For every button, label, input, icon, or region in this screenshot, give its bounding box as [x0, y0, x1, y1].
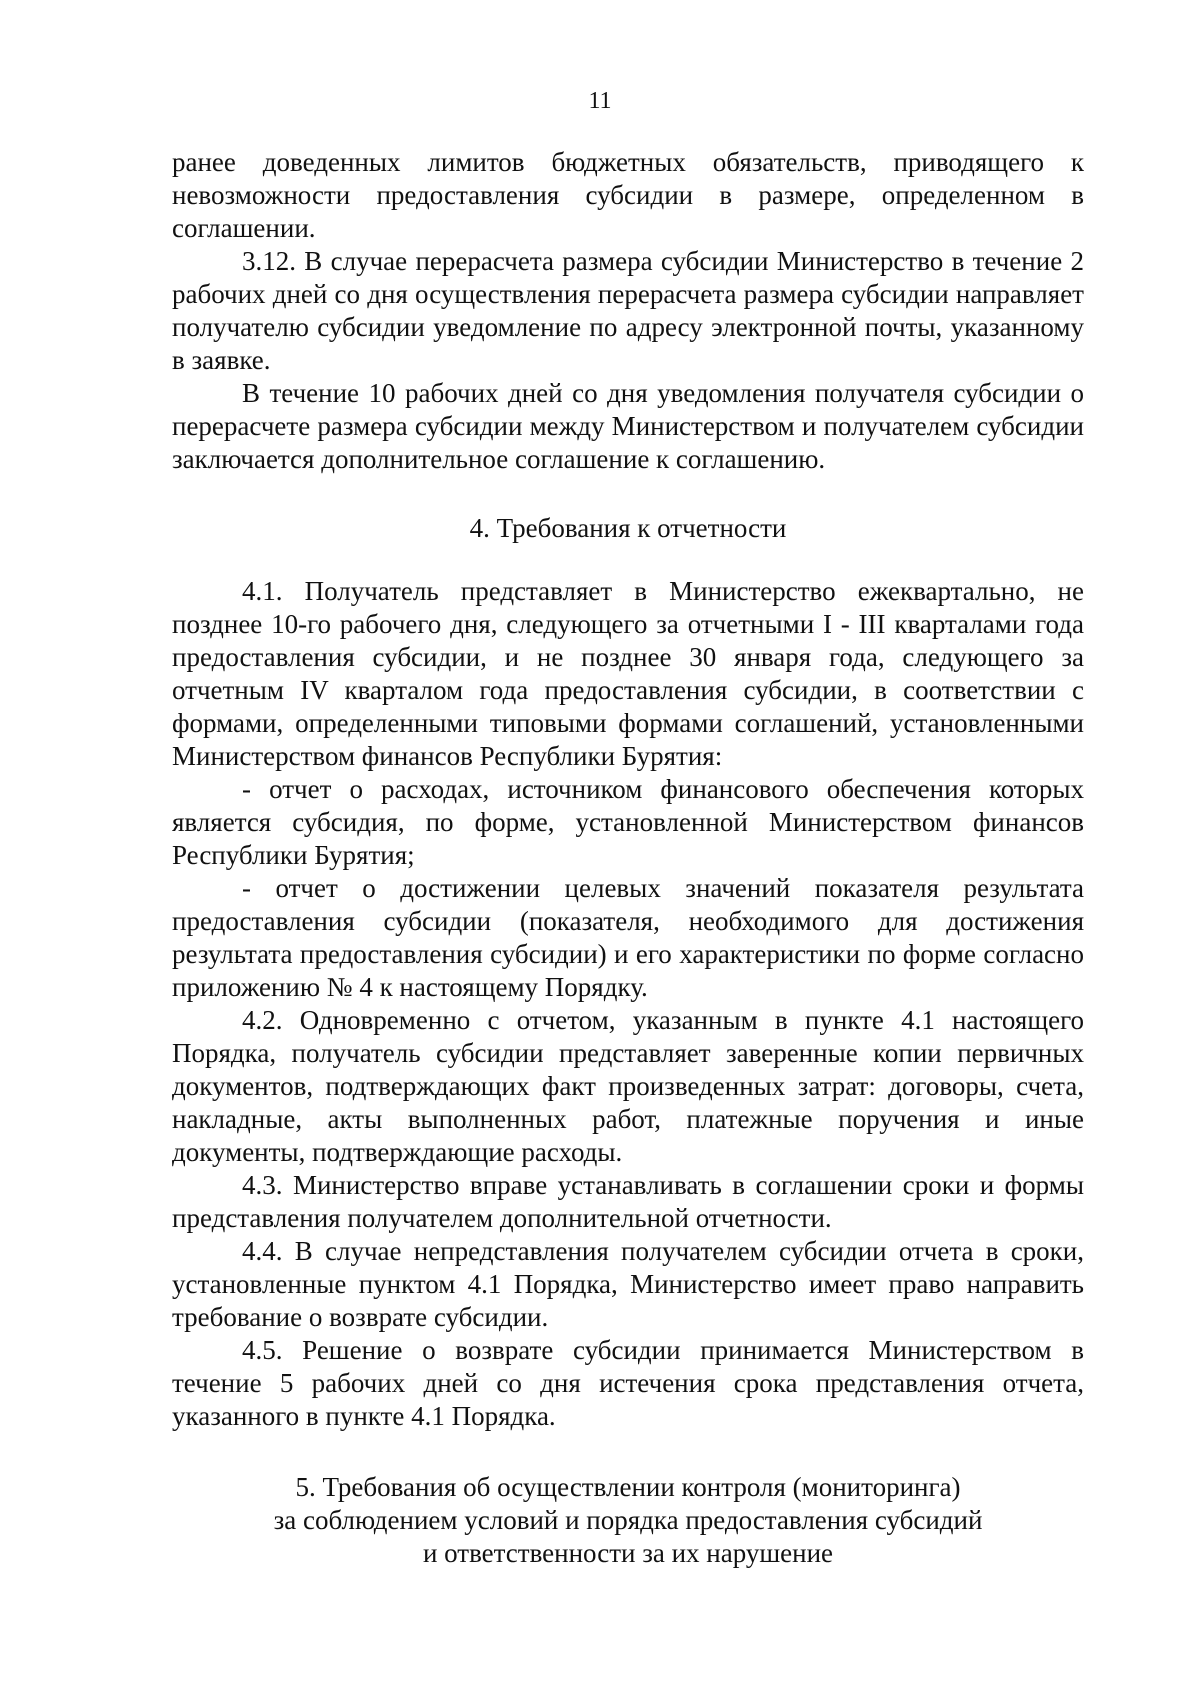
paragraph-4-4: 4.4. В случае непредставления получателем субсидии отчета в сроки, установленные пунктом 4.1 Порядка, Министерство имеет право направить требование о возврате субсидии. [172, 1236, 1084, 1332]
paragraph-4-1-item-results-report: - отчет о достижении целевых значений показателя результата предоставления субсидии (показателя, необходимого для достижения результата предоставления субсидии) и его характеристики по форме согласно приложению № 4 к настоящему Порядку. [172, 873, 1084, 1002]
section-4-heading: 4. Требования к отчетности [469, 513, 787, 543]
paragraph-additional-agreement: В течение 10 рабочих дней со дня уведомления получателя субсидии о перерасчете размера субсидии между Министерством и получателем субсидии заключается дополнительное соглашение к соглашению. [172, 378, 1084, 474]
section-5-heading-line: за соблюдением условий и порядка предоставления субсидий [273, 1505, 983, 1535]
section-5-heading-line: 5. Требования об осуществлении контроля (мониторинга) [295, 1472, 961, 1502]
paragraph-3-12: 3.12. В случае перерасчета размера субсидии Министерство в течение 2 рабочих дней со дня осуществления перерасчета размера субсидии направляет получателю субсидии уведомление по адресу электронной почты, указанному в заявке. [172, 246, 1084, 375]
paragraph-4-1-item-expenses-report: - отчет о расходах, источником финансового обеспечения которых является субсидия, по форме, установленной Министерством финансов Республики Бурятия; [172, 774, 1084, 870]
paragraph-4-5: 4.5. Решение о возврате субсидии принимается Министерством в течение 5 рабочих дней со дня истечения срока представления отчета, указанного в пункте 4.1 Порядка. [172, 1335, 1084, 1431]
paragraph-4-1: 4.1. Получатель представляет в Министерство ежеквартально, не позднее 10-го рабочего дня, следующего за отчетными I - III кварталами года предоставления субсидии, и не позднее 30 января года, следующего за отчетным IV кварталом года предоставления субсидии, в соответствии с формами, определенными типовыми формами соглашений, установленными Министерством финансов Республики Бурятия: [172, 576, 1084, 771]
section-5-heading [172, 1471, 1084, 1570]
section-5-heading-line: и ответственности за их нарушение [422, 1538, 834, 1568]
page-number: 11 [588, 88, 612, 114]
paragraph-4-3: 4.3. Министерство вправе устанавливать в соглашении сроки и формы представления получателем дополнительной отчетности. [172, 1170, 1084, 1233]
paragraph-4-2: 4.2. Одновременно с отчетом, указанным в пункте 4.1 настоящего Порядка, получатель субсидии представляет заверенные копии первичных документов, подтверждающих факт произведенных затрат: договоры, счета, накладные, акты выполненных работ, платежные поручения и иные документы, подтверждающие расходы. [172, 1005, 1084, 1167]
paragraph-continuation: ранее доведенных лимитов бюджетных обязательств, приводящего к невозможности предоставления субсидии в размере, определенном в соглашении. [172, 147, 1084, 243]
document-body [172, 146, 1084, 1570]
